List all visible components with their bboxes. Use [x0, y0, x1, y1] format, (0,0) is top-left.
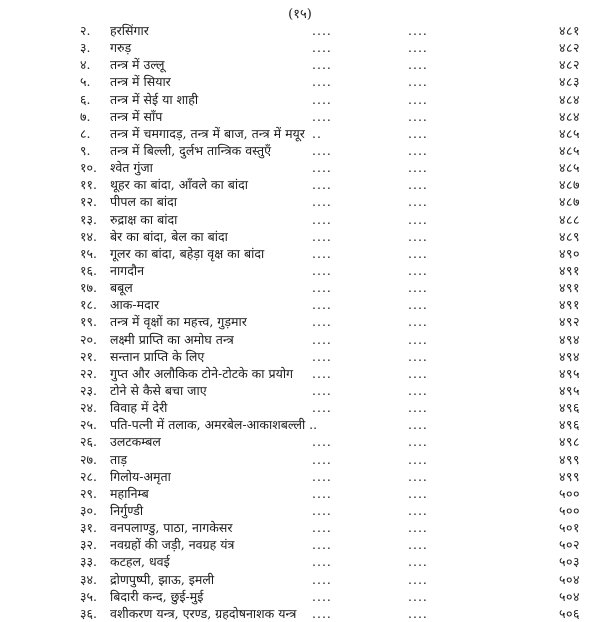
toc-entry — [0, 313, 600, 330]
entry-number: ४. — [80, 57, 91, 73]
entry-number: ३३. — [80, 554, 97, 570]
toc-entry — [0, 279, 600, 296]
entry-title: टोने से कैसे बचा जाए — [110, 382, 207, 398]
entry-number: २२. — [80, 365, 97, 381]
entry-leader-dots: .... — [408, 605, 428, 621]
entry-number: १८. — [80, 297, 97, 313]
entry-title: गुप्त और अलौकिक टोने-टोटके का प्रयोग — [110, 365, 294, 381]
entry-leader-dots: .... — [408, 91, 428, 107]
toc-entry — [0, 365, 600, 382]
toc-entry — [0, 451, 600, 468]
entry-leader-dots: .... — [312, 280, 332, 296]
entry-leader-dots: .... — [312, 537, 332, 553]
entry-page-number: ४९२ — [558, 314, 580, 330]
entry-number: २. — [80, 23, 91, 38]
entry-title: लक्ष्मी प्राप्ति का अमोघ तन्त्र — [110, 331, 234, 347]
entry-page-number: ५०२ — [558, 537, 580, 553]
entry-page-number: ४९५ — [558, 382, 580, 398]
entry-title: कटहल, धवई — [110, 554, 170, 570]
toc-entry — [0, 22, 600, 39]
toc-entry — [0, 485, 600, 502]
entry-leader-dots: .... — [312, 142, 332, 158]
entry-leader-dots: .... — [312, 485, 332, 501]
entry-number: ११. — [80, 177, 97, 193]
entry-leader-dots: .... — [408, 245, 428, 261]
entry-page-number: ५०० — [558, 502, 580, 518]
entry-leader-dots: .... — [312, 588, 332, 604]
entry-leader-dots: .... — [408, 520, 428, 536]
toc-entry — [0, 39, 600, 56]
entry-page-number: ५०६ — [558, 605, 580, 621]
entry-title: गूलर का बांदा, बहेड़ा वृक्ष का बांदा — [110, 245, 265, 261]
entry-leader-dots: .... — [408, 125, 428, 141]
entry-leader-dots: .... — [312, 108, 332, 124]
entry-leader-dots: .... — [408, 382, 428, 398]
entry-leader-dots: .... — [312, 400, 332, 416]
entry-leader-dots: .... — [408, 417, 428, 433]
entry-title: तन्त्र में उल्लू — [110, 57, 165, 73]
entry-title: तन्त्र में चमगादड़, तन्त्र में बाज, तन्त्र में मयूर — [110, 125, 305, 141]
entry-number: २९. — [80, 485, 97, 501]
entry-number: ५. — [80, 74, 91, 90]
toc-entry — [0, 159, 600, 176]
entry-number: २०. — [80, 331, 97, 347]
entry-number: ३०. — [80, 502, 97, 518]
entry-leader-dots: .. — [312, 125, 322, 141]
entry-leader-dots: .... — [312, 245, 332, 261]
entry-title: तन्त्र में वृक्षों का महत्त्व, गुड़मार — [110, 314, 247, 330]
entry-leader-dots: .... — [408, 262, 428, 278]
entry-title: उलटकम्बल — [110, 434, 161, 450]
toc-entry — [0, 502, 600, 519]
entry-leader-dots: .... — [312, 91, 332, 107]
entry-page-number: ४९१ — [558, 297, 580, 313]
entry-number: ३१. — [80, 520, 97, 536]
entry-number: २८. — [80, 468, 97, 484]
toc-entry — [0, 433, 600, 450]
entry-leader-dots: .... — [408, 365, 428, 381]
entry-number: १९. — [80, 314, 97, 330]
toc-entry — [0, 519, 600, 536]
entry-number: ३५. — [80, 588, 97, 604]
entry-leader-dots: .... — [312, 57, 332, 73]
page-number: (१५) — [288, 7, 312, 22]
entry-leader-dots: .... — [408, 177, 428, 193]
entry-number: १४. — [80, 228, 97, 244]
entry-leader-dots: .... — [312, 502, 332, 518]
toc-entry — [0, 142, 600, 159]
entry-page-number: ४८५ — [558, 125, 580, 141]
entry-title: आक-मदार — [110, 297, 160, 313]
entry-leader-dots: .... — [408, 297, 428, 313]
entry-page-number: ४८३ — [558, 74, 580, 90]
entry-leader-dots: .... — [312, 468, 332, 484]
entry-leader-dots: .... — [408, 228, 428, 244]
entry-leader-dots: .... — [408, 74, 428, 90]
entry-leader-dots: .... — [312, 314, 332, 330]
entry-number: ९. — [80, 142, 91, 158]
entry-title: गरुड़ — [110, 40, 132, 56]
entry-title: पीपल का बांदा — [110, 194, 177, 210]
toc-entry — [0, 262, 600, 279]
entry-title: पति-पत्नी में तलाक, अमरबेल-आकाशबल्ली .. — [110, 417, 318, 433]
entry-leader-dots: .... — [408, 57, 428, 73]
entry-page-number: ५०० — [558, 485, 580, 501]
entry-leader-dots: .... — [312, 331, 332, 347]
toc-entry — [0, 553, 600, 570]
entry-leader-dots: .... — [408, 142, 428, 158]
entry-title: बिदारी कन्द, छुई-मुई — [110, 588, 204, 604]
entry-leader-dots: .... — [408, 348, 428, 364]
entry-leader-dots: .... — [312, 434, 332, 450]
entry-leader-dots: .... — [408, 588, 428, 604]
entry-page-number: ४९० — [558, 245, 580, 261]
entry-title: नागदौन — [110, 262, 145, 278]
entry-leader-dots: .... — [312, 40, 332, 56]
entry-title: तन्त्र में सेई या शाही — [110, 91, 199, 107]
entry-leader-dots: .... — [312, 262, 332, 278]
entry-title: तन्त्र में साँप — [110, 108, 163, 124]
entry-leader-dots: .... — [312, 228, 332, 244]
toc-entry — [0, 468, 600, 485]
entry-number: १६. — [80, 262, 97, 278]
toc-entry — [0, 211, 600, 228]
entry-page-number: ५०४ — [558, 588, 580, 604]
entry-title: रुद्राक्ष का बांदा — [110, 211, 178, 227]
entry-leader-dots: .... — [408, 108, 428, 124]
entry-page-number: ४९१ — [558, 262, 580, 278]
entry-leader-dots: .... — [312, 211, 332, 227]
entry-number: २६. — [80, 434, 97, 450]
entry-leader-dots: .... — [408, 194, 428, 210]
entry-leader-dots: .... — [408, 571, 428, 587]
entry-number: १५. — [80, 245, 97, 261]
entry-number: ३६. — [80, 605, 97, 621]
entry-number: २१. — [80, 348, 97, 364]
entry-number: १०. — [80, 160, 97, 176]
toc-entry — [0, 571, 600, 588]
entry-page-number: ४९९ — [558, 468, 580, 484]
entry-number: ३. — [80, 40, 91, 56]
entry-leader-dots: .... — [312, 571, 332, 587]
entry-page-number: ५०१ — [558, 520, 580, 536]
entry-page-number: ४९८ — [558, 434, 580, 450]
toc-entry — [0, 176, 600, 193]
entry-title: बेर का बांदा, बेल का बांदा — [110, 228, 228, 244]
table-of-contents — [0, 22, 600, 622]
entry-number: ८. — [80, 125, 91, 141]
entry-number: ६. — [80, 91, 91, 107]
entry-leader-dots: .... — [408, 160, 428, 176]
entry-page-number: ४९६ — [558, 417, 580, 433]
entry-page-number: ४८९ — [558, 228, 580, 244]
entry-leader-dots: .... — [408, 211, 428, 227]
entry-number: २५. — [80, 417, 97, 433]
toc-entry — [0, 605, 600, 622]
entry-leader-dots: .... — [408, 434, 428, 450]
entry-page-number: ४८५ — [558, 142, 580, 158]
entry-page-number: ४८२ — [558, 57, 580, 73]
entry-page-number: ४९१ — [558, 280, 580, 296]
entry-leader-dots: .... — [408, 451, 428, 467]
entry-title: विवाह में देरी — [110, 400, 168, 416]
entry-page-number: ४८७ — [558, 177, 580, 193]
entry-leader-dots: .... — [312, 451, 332, 467]
entry-title: बबूल — [110, 280, 133, 296]
toc-entry — [0, 588, 600, 605]
toc-entry — [0, 91, 600, 108]
entry-title: महानिम्ब — [110, 485, 149, 501]
entry-page-number: ४८४ — [558, 91, 580, 107]
entry-page-number: ४८१ — [558, 23, 580, 38]
entry-leader-dots: .... — [312, 554, 332, 570]
entry-title: ताड़ — [110, 451, 128, 467]
entry-leader-dots: .... — [312, 297, 332, 313]
entry-leader-dots: .... — [312, 348, 332, 364]
entry-title: तन्त्र में सियार — [110, 74, 171, 90]
entry-leader-dots: .... — [312, 605, 332, 621]
toc-entry — [0, 56, 600, 73]
entry-page-number: ४८७ — [558, 194, 580, 210]
entry-leader-dots: .... — [312, 194, 332, 210]
entry-leader-dots: .... — [408, 280, 428, 296]
entry-leader-dots: .... — [312, 74, 332, 90]
entry-page-number: ४९५ — [558, 365, 580, 381]
toc-entry — [0, 331, 600, 348]
entry-title: सन्तान प्राप्ति के लिए — [110, 348, 205, 364]
toc-entry — [0, 536, 600, 553]
toc-entry — [0, 416, 600, 433]
entry-number: २७. — [80, 451, 97, 467]
entry-title: गिलोय-अमृता — [110, 468, 171, 484]
entry-number: ३२. — [80, 537, 97, 553]
entry-leader-dots: .... — [408, 502, 428, 518]
entry-page-number: ५०३ — [558, 554, 580, 570]
entry-leader-dots: .... — [312, 160, 332, 176]
entry-leader-dots: .... — [408, 40, 428, 56]
entry-number: ३४. — [80, 571, 97, 587]
entry-page-number: ४९९ — [558, 451, 580, 467]
entry-leader-dots: .... — [408, 314, 428, 330]
entry-leader-dots: .... — [312, 177, 332, 193]
entry-title: श्वेत गुंजा — [110, 160, 153, 176]
entry-number: २३. — [80, 382, 97, 398]
entry-title: वनपलाण्डु, पाठा, नागकेसर — [110, 520, 233, 536]
toc-entry — [0, 228, 600, 245]
entry-number: १३. — [80, 211, 97, 227]
entry-number: ७. — [80, 108, 91, 124]
entry-number: १७. — [80, 280, 97, 296]
entry-page-number: ४८४ — [558, 108, 580, 124]
toc-entry — [0, 399, 600, 416]
entry-leader-dots: .... — [408, 537, 428, 553]
entry-title: द्रोणपुष्पी, झाऊ, इमली — [110, 571, 215, 587]
entry-page-number: ४८८ — [558, 211, 580, 227]
entry-title: नवग्रहों की जड़ी, नवग्रह यंत्र — [110, 537, 235, 553]
entry-title: वशीकरण यन्त्र, एरण्ड, ग्रहदोषनाशक यन्त्र — [110, 605, 297, 621]
toc-entry — [0, 348, 600, 365]
entry-leader-dots: .... — [408, 554, 428, 570]
entry-number: १२. — [80, 194, 97, 210]
entry-leader-dots: .... — [312, 23, 332, 38]
entry-page-number: ४९४ — [558, 348, 580, 364]
entry-page-number: ४९४ — [558, 331, 580, 347]
entry-number: २४. — [80, 400, 97, 416]
toc-entry — [0, 245, 600, 262]
entry-leader-dots: .... — [312, 365, 332, 381]
toc-entry — [0, 382, 600, 399]
entry-page-number: ४९६ — [558, 400, 580, 416]
entry-title: थूहर का बांदा, आँवले का बांदा — [110, 177, 248, 193]
entry-leader-dots: .... — [408, 400, 428, 416]
entry-leader-dots: .... — [312, 382, 332, 398]
entry-title: हरसिंगार — [110, 23, 149, 38]
entry-page-number: ४८२ — [558, 40, 580, 56]
entry-page-number: ५०४ — [558, 571, 580, 587]
entry-leader-dots: .... — [312, 520, 332, 536]
entry-leader-dots: .... — [408, 468, 428, 484]
toc-entry — [0, 193, 600, 210]
toc-entry — [0, 73, 600, 90]
entry-page-number: ४८५ — [558, 160, 580, 176]
entry-leader-dots: .... — [408, 23, 428, 38]
entry-leader-dots: .... — [408, 331, 428, 347]
entry-leader-dots: .... — [408, 485, 428, 501]
toc-entry — [0, 296, 600, 313]
toc-entry — [0, 108, 600, 125]
toc-entry — [0, 125, 600, 142]
entry-title: निर्गुण्डी — [110, 502, 144, 518]
entry-title: तन्त्र में बिल्ली, दुर्लभ तान्त्रिक वस्तुएँ — [110, 142, 272, 158]
